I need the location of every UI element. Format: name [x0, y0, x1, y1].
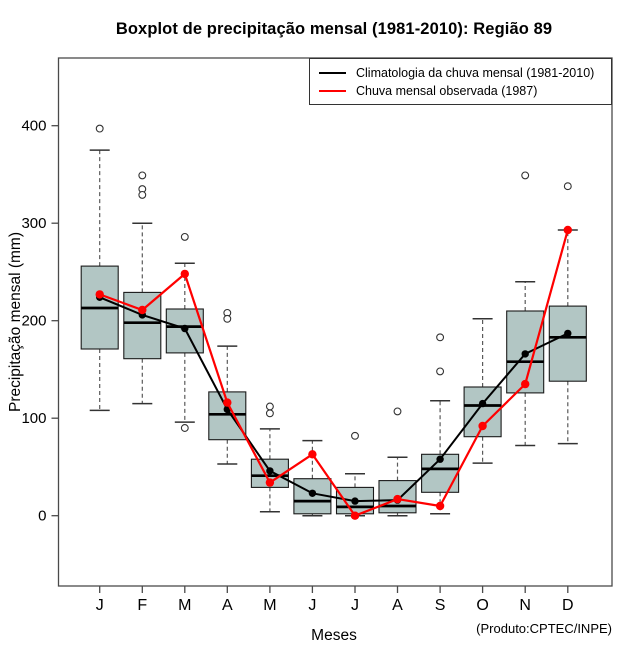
legend: [309, 58, 612, 105]
legend-item-observed: [319, 83, 611, 98]
legend-label-climatology: Climatologia da chuva mensal (1981-2010): [356, 65, 595, 80]
legend-label-observed: Chuva mensal observada (1987): [356, 83, 538, 98]
y-axis-label: Precipitação mensal (mm): [7, 231, 24, 413]
svg-text:D: D: [562, 597, 574, 614]
svg-text:J: J: [351, 597, 359, 614]
svg-text:400: 400: [21, 117, 47, 135]
svg-text:F: F: [137, 597, 148, 614]
source-note: (Produto:CPTEC/INPE): [476, 621, 612, 636]
observed-line-icon: [319, 90, 346, 92]
svg-text:J: J: [95, 597, 104, 614]
svg-text:O: O: [476, 597, 489, 614]
svg-text:100: 100: [21, 410, 47, 428]
svg-text:N: N: [519, 597, 531, 614]
svg-text:0: 0: [38, 507, 47, 525]
svg-text:S: S: [434, 597, 446, 614]
svg-text:A: A: [392, 597, 403, 614]
svg-text:J: J: [308, 597, 317, 614]
chart-title: Boxplot de precipitação mensal (1981-2010): Região 89: [115, 20, 553, 38]
legend-item-climatology: [319, 65, 611, 80]
svg-text:200: 200: [21, 312, 47, 330]
climatology-line-icon: [319, 72, 346, 74]
x-axis-label: Meses: [311, 627, 357, 644]
svg-text:300: 300: [21, 215, 47, 233]
svg-text:M: M: [178, 597, 192, 614]
svg-text:M: M: [263, 597, 277, 614]
svg-text:A: A: [221, 597, 233, 614]
